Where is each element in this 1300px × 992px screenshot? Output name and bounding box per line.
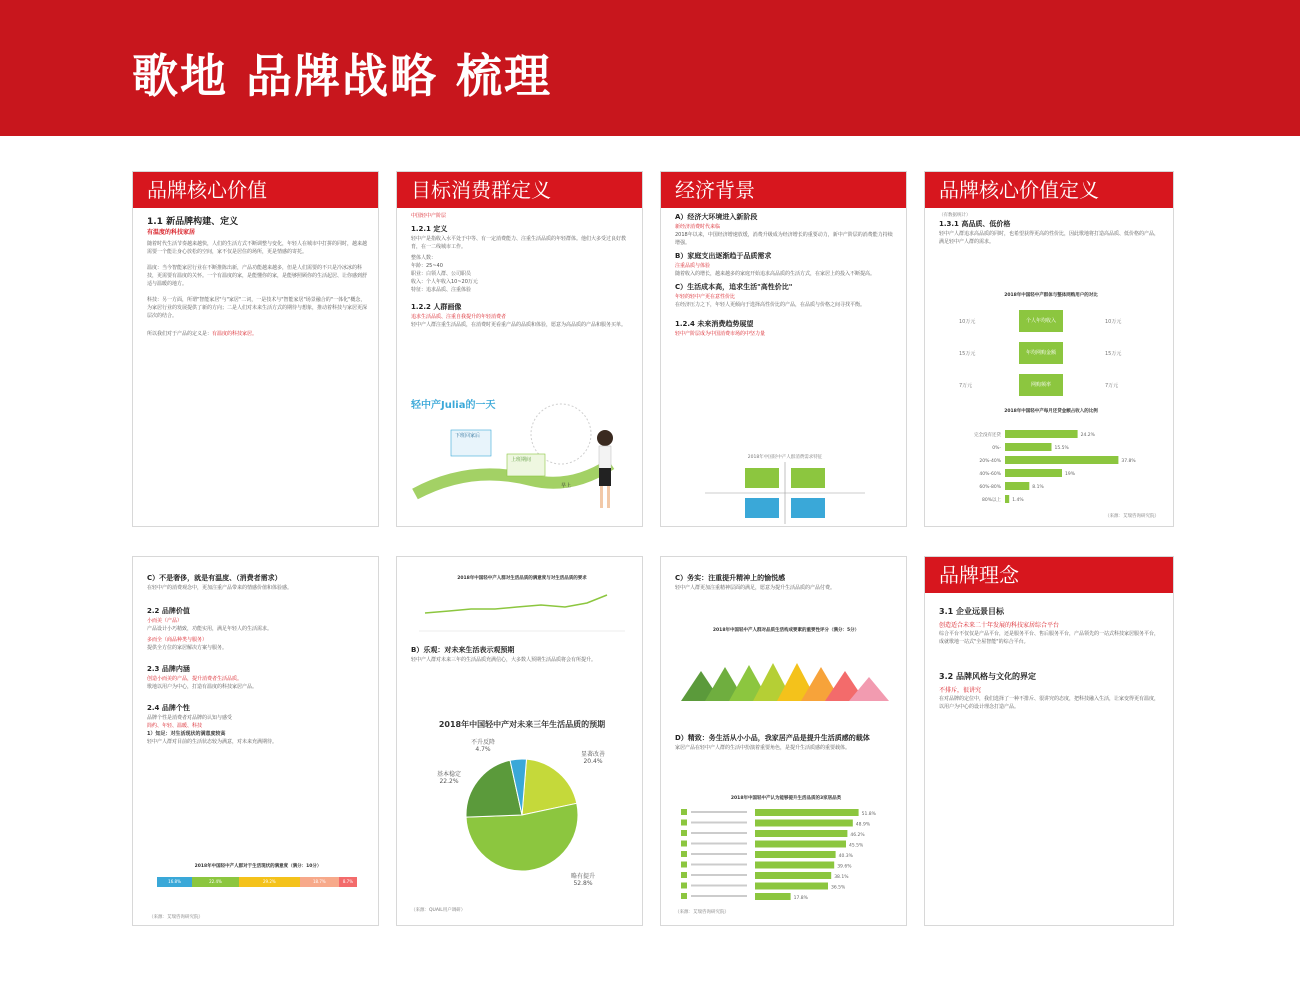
- paragraph: 2018年以来，中国经济增速放缓，消费升级成为经济增长的重要动力，新中产阶层的消费能力持续增强。: [675, 232, 893, 246]
- data-label: 46.2%: [850, 833, 865, 838]
- segment: 22.4%: [192, 877, 239, 887]
- pie-label-stable: 基本稳定 22.2%: [437, 771, 462, 785]
- category-icon: [681, 893, 687, 899]
- chart-title: 2018年中国轻中产人群对品质生活构成要素的重要性评分（满分：5分）: [712, 628, 860, 633]
- importance-chart: [675, 627, 897, 723]
- bar: [1005, 482, 1029, 490]
- card-body: [939, 212, 1163, 268]
- segment: 8.7%: [339, 877, 357, 887]
- note: （有数据统计）: [939, 213, 971, 218]
- bar: [1005, 443, 1052, 451]
- chart-title: 2018年中国轻中产对未来三年生活品质的预期: [438, 720, 606, 729]
- item-subtitle: 注重品质与体验: [675, 263, 711, 269]
- source: （来源：艾瑞咨询研究院）: [1105, 514, 1159, 519]
- paragraph: 科技：另一方面，所谓"智能家居"与"家居"二词，一是技术与"智能家居"场景融合的"一体化"概念，为家居行业的发展提供了新的方向；二是人们对未来生活方式的期待与想象，推动着科技与家居更深层次的结合。: [147, 297, 368, 319]
- compare-box: 个人年均收入: [1019, 310, 1063, 332]
- title-banner: [0, 0, 1300, 136]
- chart-title: 2018年中国轻中产每月还贷金额占收入的比例: [1004, 409, 1098, 414]
- comparison-rows: [939, 306, 1163, 402]
- bar: [755, 862, 834, 869]
- section-title: 1.3.1 高品质、低价格: [939, 220, 1011, 228]
- item-subtitle: 1）知足：对生活现状的满意度较高: [147, 731, 226, 737]
- highlight: 不排斥，很讲究: [939, 687, 982, 694]
- card-target-consumer: [396, 171, 643, 527]
- chart-title: 2018年中国轻中产群体与整体网购用户的对比: [1004, 293, 1098, 298]
- paragraph: 轻中产人群对目前的生活状态较为满意，对未来充满期待。: [147, 739, 278, 745]
- subheading: 有温度的科技家居: [147, 229, 196, 236]
- category-bar-chart: [675, 795, 897, 907]
- card-core-value-definition: [924, 171, 1174, 527]
- category-label: [691, 832, 747, 834]
- chart-title: 2018年中国轻中产认为能够提升生活品质的3家居品类: [730, 796, 842, 801]
- demand-matrix: [685, 454, 885, 524]
- bar: [755, 820, 853, 827]
- fact-line: 特征：追求品质、注重体验: [411, 287, 472, 293]
- card-body: [675, 212, 897, 422]
- item-title: B）乐观：对未来生活表示观预期: [411, 646, 515, 654]
- category-label: [691, 864, 747, 866]
- row-label: 10万元: [1105, 319, 1122, 325]
- section-title: 1.2.1 定义: [411, 225, 448, 233]
- label: 中国轻中产阶层: [411, 213, 447, 219]
- item-subtitle: 多而全（商品种类与服务）: [147, 637, 208, 643]
- chart-title: 2018年中国轻中产人群对生活品质的满意度与对生活品质的要求: [457, 576, 587, 581]
- fact-line: 职业：白领人群、公司职员: [411, 271, 472, 277]
- paragraph: 轻中产是指收入水平处于中等、有一定消费能力、注重生活品质的年轻群体。他们大多受过良好教育，在一二线城市工作。: [411, 236, 627, 250]
- pie-label-decline: 不升反降 4.7%: [471, 739, 496, 753]
- paragraph: 家居产品在轻中产人群的生活中扮演着重要角色，是提升生活质感的重要载体。: [675, 745, 851, 751]
- data-label: 38.1%: [834, 875, 849, 880]
- expectation-pie-chart: [411, 719, 633, 919]
- bar: [755, 872, 831, 879]
- paragraph: 在经济压力之下，年轻人更倾向于选择高性价比的产品，在品质与价格之间寻找平衡。: [675, 302, 866, 308]
- segment: 18.7%: [300, 877, 339, 887]
- row-label: 15万元: [1105, 351, 1122, 357]
- bar: [755, 883, 828, 890]
- source: （来源：艾瑞咨询研究院）: [675, 910, 729, 915]
- bar: [1005, 456, 1118, 464]
- loan-bar-chart: [939, 426, 1163, 510]
- stacked-bar: [157, 877, 357, 887]
- row-label: 15万元: [959, 351, 976, 357]
- data-label: 36.5%: [831, 885, 846, 891]
- fact-line: 年龄：25~40: [411, 263, 443, 269]
- highlight: 创造适合未来二十年发展的科技家居综合平台: [939, 622, 1060, 629]
- julia-illustration: [411, 394, 633, 520]
- segment: 29.2%: [239, 877, 300, 887]
- card-brand-core-value: [132, 171, 379, 527]
- card-body: [939, 605, 1163, 915]
- loan-ratio-chart: [939, 408, 1163, 520]
- section-title: 1.2.2 人群画像: [411, 303, 462, 311]
- paragraph: 轻中产人群注重生活品质，在消费时更看重产品的品质和体验，愿意为高品质的产品和服务买单。: [411, 322, 627, 328]
- data-label: 15.5%: [1054, 446, 1069, 451]
- paragraph: 品牌个性是消费者对品牌的认知与感受: [147, 715, 233, 721]
- tick-label: 完全没有还贷: [974, 433, 1001, 438]
- row-label: 10万元: [959, 319, 976, 325]
- category-icon: [681, 883, 687, 889]
- card-economic-background: [660, 171, 907, 527]
- card-body-2: [675, 733, 897, 785]
- triangle-graphic: [675, 641, 897, 721]
- item-title: A）经济大环境进入新阶段: [675, 213, 758, 221]
- item-subtitle: 新经济消费时代来临: [675, 224, 721, 230]
- data-label: 19%: [1065, 472, 1076, 477]
- category-icon: [681, 841, 687, 847]
- category-icon: [681, 862, 687, 868]
- bar: [755, 851, 836, 858]
- row-label: 7万元: [1105, 383, 1119, 389]
- tick-label: 0%-: [992, 446, 1001, 451]
- figure-title: 轻中产Julia的一天: [411, 400, 496, 411]
- highlight: 轻中产阶层成为中国消费市场的中坚力量: [675, 331, 766, 337]
- bar: [755, 841, 846, 848]
- segment: 16.8%: [157, 877, 192, 887]
- bar: [1005, 430, 1078, 438]
- category-label: [691, 822, 747, 824]
- card-heading: 经济背景: [661, 172, 907, 208]
- matrix-graphic: [685, 462, 885, 524]
- personality-words: 简约、年轻、温暖、科技: [147, 723, 203, 729]
- item-subtitle: 年轻的轻中产更在意性价比: [675, 294, 736, 300]
- item-title: C）不是奢侈，就是有温度、（消费者需求）: [147, 574, 282, 582]
- card-body: [147, 573, 369, 828]
- item-title: D）精致：务生活从小小品，我家居产品是提升生活质感的载体: [675, 734, 870, 742]
- card-life-quality-factors: [660, 556, 907, 926]
- data-label: 37.8%: [1121, 459, 1136, 464]
- data-label: 39.6%: [837, 864, 852, 870]
- bar: [755, 809, 859, 816]
- paragraph: 提供全方位的家居解决方案与服务。: [147, 645, 228, 651]
- section-title: 2.3 品牌内涵: [147, 665, 190, 673]
- data-label: 45.5%: [849, 843, 864, 849]
- card-brand-philosophy: [924, 556, 1174, 926]
- category-label: [691, 874, 747, 876]
- compare-box: 年均网购金额: [1019, 342, 1063, 364]
- pie-label-significant: 显著改善 20.4%: [581, 751, 606, 765]
- card-heading: 品牌核心价值: [133, 172, 379, 208]
- line-graphic: [411, 585, 633, 643]
- satisfaction-chart: [147, 863, 369, 921]
- item-title: C）务实：注重提升精神上的愉悦感: [675, 574, 786, 582]
- fact-line: 收入：个人年收入10~20万元: [411, 279, 478, 285]
- comparison-chart: [939, 292, 1163, 402]
- item-subtitle: 小而美（产品）: [147, 618, 183, 624]
- tag-work: 上班期间: [511, 457, 532, 463]
- tag-morning: 早上: [561, 483, 572, 489]
- data-label: 24.2%: [1080, 433, 1095, 438]
- data-label: 48.9%: [855, 822, 871, 828]
- paragraph: 产品设计小巧精致，功能实用，满足年轻人的生活需求。: [147, 626, 273, 632]
- category-label: [691, 885, 747, 887]
- conclusion: 所以我们对于产品的定义是：有温度的科技家居。: [147, 331, 258, 337]
- paragraph: 综合平台不仅仅是产品平台，还是服务平台、售后服务平台，产品领先的一站式科技家居服务平台，成就歌地一站式"全屋智能"的综合平台。: [939, 631, 1160, 645]
- paragraph: 随着收入的增长，越来越多的家庭开始追求高品质的生活方式，在家居上的投入不断提高。: [675, 271, 876, 277]
- paragraph: 轻中产人群对未来三年的生活品质充满信心，大多数人预期生活品质将会有所提升。: [411, 657, 597, 663]
- tick-label: 40%-60%: [979, 472, 1001, 477]
- row-label: 7万元: [959, 383, 973, 389]
- paragraph: 轻中产人群追求高品质的同时，也希望获得更高的性价比，因此歌地将打造高品质、低价格的产品，满足轻中产人群的需求。: [939, 231, 1160, 245]
- bar: [1005, 495, 1009, 503]
- section-title: 1.2.4 未来消费趋势展望: [675, 320, 754, 328]
- section-title: 3.1 企业远景目标: [939, 607, 1004, 616]
- pie-label-slight: 略有提升 52.8%: [571, 873, 596, 887]
- matrix-title: 2018年中国轻中产人群消费需求特征: [747, 455, 823, 460]
- paragraph: 在对品牌的定位中，我们选择了一种不排斥、很讲究的态度，把科技融入生活，让家变得更有温度，以用户为中心的设计理念打造产品。: [939, 696, 1160, 710]
- category-icon: [681, 820, 687, 826]
- highlight: 追求生活品质、注重自我提升的年轻消费者: [411, 314, 507, 320]
- category-label: [691, 853, 747, 855]
- card-heading: 目标消费群定义: [397, 172, 643, 208]
- category-label: [691, 895, 747, 897]
- bar: [1005, 469, 1062, 477]
- card-brand-value-detail: [132, 556, 379, 926]
- page-title: 歌地 品牌战略 梳理: [132, 49, 553, 103]
- data-label: 40.3%: [838, 854, 853, 859]
- tick-label: 60%-80%: [979, 485, 1001, 490]
- fact-line: 整体人数：: [411, 255, 437, 261]
- chart-title: 2018年中国轻中产人群对于生活现状的满意度（满分：10分）: [194, 864, 322, 869]
- tag-evening: 下班回家后: [455, 433, 481, 439]
- paragraph: 轻中产人群更加注重精神层面的满足，愿意为提升生活品质的产品付费。: [675, 585, 836, 591]
- data-label: 17.8%: [793, 896, 808, 901]
- bar: [755, 830, 847, 837]
- section-title: 1.1 新品牌构建、定义: [147, 217, 239, 227]
- source: （来源：艾瑞咨询研究院）: [149, 915, 203, 920]
- category-bars: [675, 807, 897, 907]
- item-title: C）生活成本高，追求生活"高性价比": [675, 283, 793, 291]
- card-body: [411, 212, 633, 392]
- paragraph: 歌地以用户为中心，打造有温度的科技家居产品。: [147, 684, 258, 690]
- card-heading: 品牌核心价值定义: [925, 172, 1174, 208]
- section-title: 2.2 品牌价值: [147, 607, 190, 615]
- paragraph: 在轻中产的消费观念中，更加注重产品带来的情感价值和体验感。: [147, 585, 293, 591]
- category-icon: [681, 851, 687, 857]
- paragraph: 随着时代生活节奏越来越快，人们的生活方式不断调整与变化，年轻人在城市中打拼的同时，越来越需要一个能让身心放松的空间，家不仅是居住的场所，更是情感的寄托。: [147, 241, 368, 255]
- card-body: [147, 216, 369, 521]
- item-subtitle: 创造小而美的产品，提升消费者生活品质。: [147, 676, 243, 682]
- category-icon: [681, 872, 687, 878]
- data-label: 1.4%: [1012, 498, 1024, 503]
- category-label: [691, 843, 747, 845]
- compare-box: 网购频率: [1019, 374, 1063, 396]
- source: （来源：QUAIL用户调研）: [411, 908, 466, 913]
- card-life-quality-expectation: [396, 556, 643, 926]
- category-label: [691, 811, 747, 813]
- line-chart: [411, 575, 633, 645]
- item-title: B）家庭支出逐渐趋于品质需求: [675, 252, 772, 260]
- category-icon: [681, 830, 687, 836]
- bar: [755, 893, 791, 900]
- data-label: 8.1%: [1032, 485, 1044, 490]
- tick-label: 80%以上: [981, 498, 1001, 503]
- section-title: 3.2 品牌风格与文化的界定: [939, 672, 1036, 681]
- tick-label: 20%-40%: [979, 459, 1001, 464]
- section-title: 2.4 品牌个性: [147, 704, 190, 712]
- card-body: [411, 645, 633, 699]
- paragraph: 温度：当今智能家居行业在不断推陈出新，产品功能越来越多，但是人们需要的不只是冷冰冰的科技，更需要有温度的关怀。一个有温度的家，是能懂你的家，是能够照顾你的生活起居、让你感到舒适与温暖的地方。: [147, 265, 368, 287]
- data-label: 51.8%: [861, 812, 876, 817]
- category-icon: [681, 809, 687, 815]
- card-heading: 品牌理念: [925, 557, 1174, 593]
- card-body: [675, 573, 897, 621]
